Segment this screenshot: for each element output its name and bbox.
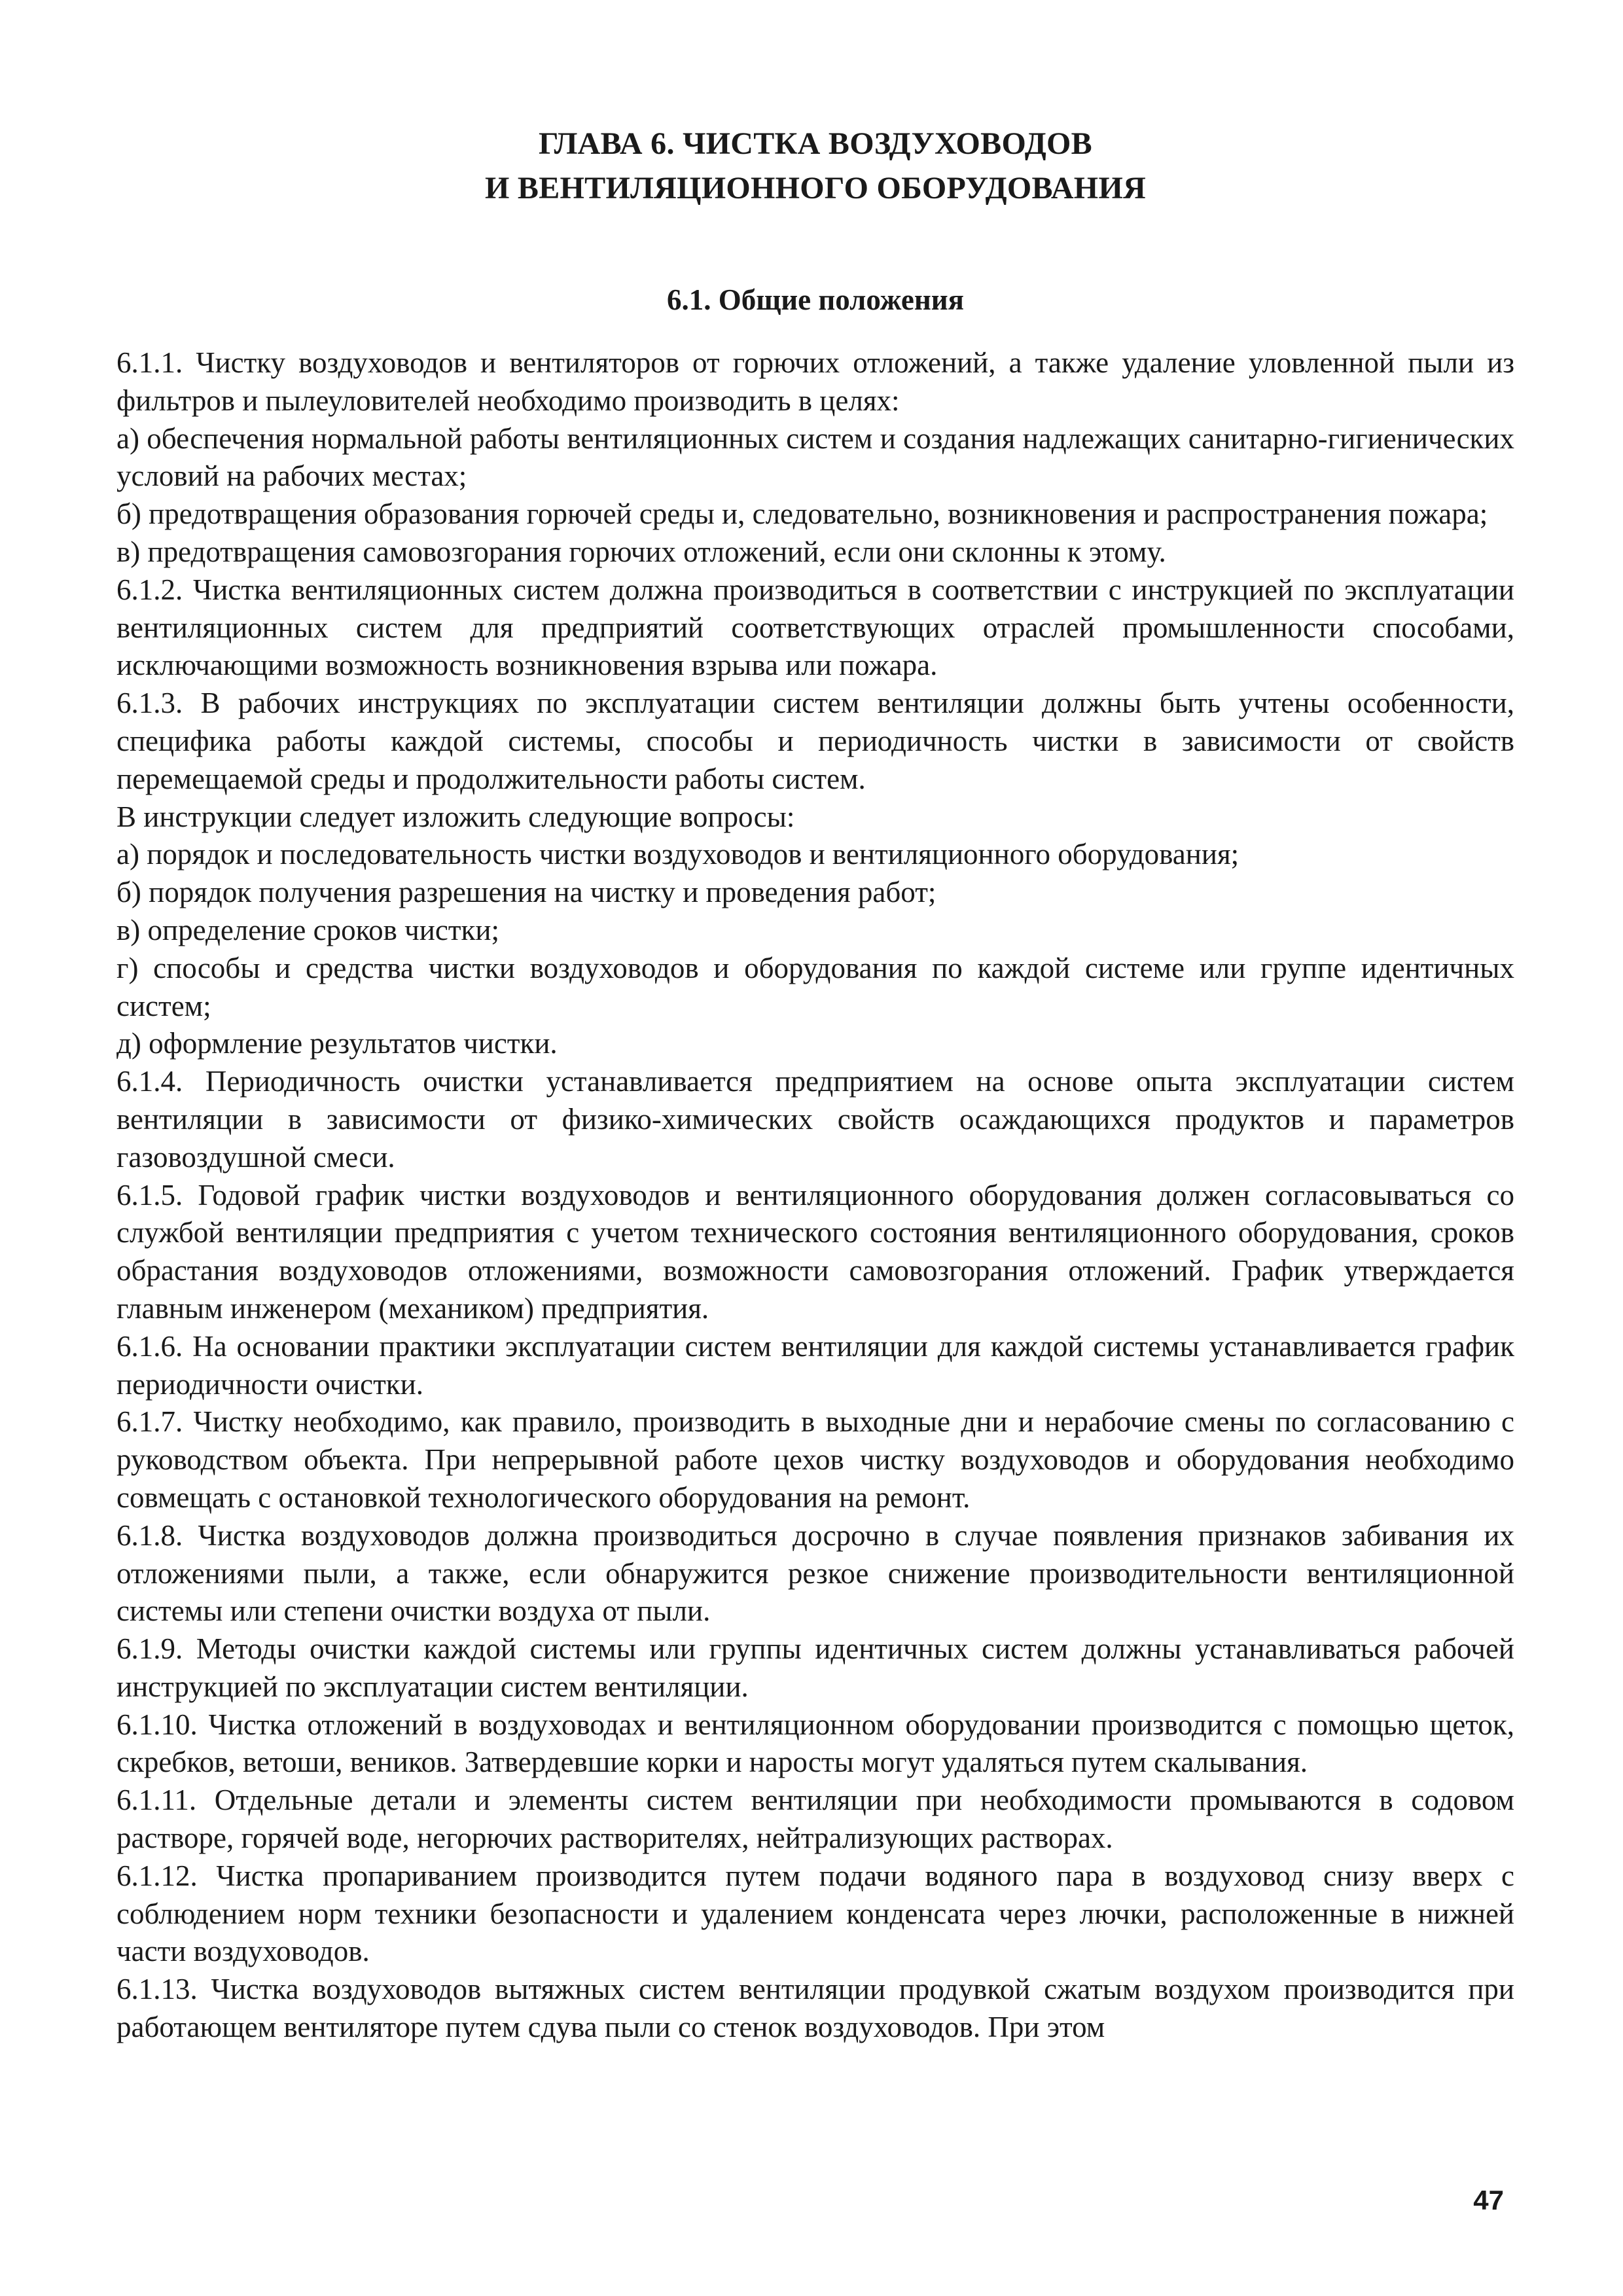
paragraph-instruction-d: д) оформление результатов чистки. — [116, 1027, 558, 1060]
paragraph-6-1-5: 6.1.5. Годовой график чистки воздуховодов и вентиляционного оборудования должен согласовываться со службой вентиляции предприятия с учетом технического состояния вентиляционного оборудования, сроков обрастания воздуховодов отложениями, возможности самовозгорания отложений. График утверждается главным инженером (механиком) предприятия. — [116, 1178, 1514, 1325]
paragraph-6-1-1-b: б) предотвращения образования горючей среды и, следовательно, возникновения и распространения пожара; — [116, 497, 1488, 531]
paragraph-6-1-6: 6.1.6. На основании практики эксплуатации систем вентиляции для каждой системы устанавливается график периодичности очистки. — [116, 1329, 1514, 1401]
paragraph-6-1-8: 6.1.8. Чистка воздуховодов должна производиться досрочно в случае появления признаков забивания их отложениями пыли, а также, если обнаружится резкое снижение производительности вентиляционной системы или степени очистки воздуха от пыли. — [116, 1518, 1514, 1628]
paragraph-instruction-intro: В инструкции следует изложить следующие вопросы: — [116, 800, 795, 833]
paragraph-6-1-1-a: а) обеспечения нормальной работы вентиляционных систем и создания надлежащих санитарно-гигиенических условий на рабочих местах; — [116, 422, 1514, 493]
section-title: 6.1. Общие положения — [666, 283, 965, 316]
chapter-title-line-1: ГЛАВА 6. ЧИСТКА ВОЗДУХОВОДОВ — [539, 126, 1092, 161]
paragraph-6-1-1-v: в) предотвращения самовозгорания горючих отложений, если они склонны к этому. — [116, 535, 1166, 568]
paragraph-instruction-a: а) порядок и последовательность чистки воздуховодов и вентиляционного оборудования; — [116, 838, 1240, 871]
body-text — [116, 344, 1514, 2047]
paragraph-6-1-4: 6.1.4. Периодичность очистки устанавливается предприятием на основе опыта эксплуатации систем вентиляции в зависимости от физико-химических свойств осаждающихся продуктов и параметров газовоздушной смеси. — [116, 1065, 1514, 1174]
paragraph-6-1-9: 6.1.9. Методы очистки каждой системы или группы идентичных систем должны устанавливаться рабочей инструкцией по эксплуатации систем вентиляции. — [116, 1632, 1514, 1703]
paragraph-instruction-g: г) способы и средства чистки воздуховодов и оборудования по каждой системе или группе идентичных систем; — [116, 951, 1514, 1022]
document-page — [116, 117, 1514, 2215]
page-number: 47 — [1473, 2185, 1504, 2215]
chapter-title — [116, 122, 1514, 211]
chapter-title-line-2: И ВЕНТИЛЯЦИОННОГО ОБОРУДОВАНИЯ — [484, 171, 1147, 206]
paragraph-instruction-b: б) порядок получения разрешения на чистку и проведения работ; — [116, 876, 936, 909]
paragraph-6-1-11: 6.1.11. Отдельные детали и элементы систем вентиляции при необходимости промываются в содовом растворе, горячей воде, негорючих растворителях, нейтрализующих растворах. — [116, 1784, 1514, 1855]
paragraph-6-1-13: 6.1.13. Чистка воздуховодов вытяжных систем вентиляции продувкой сжатым воздухом производится при работающем вентиляторе путем сдува пыли со стенок воздуховодов. При этом — [116, 1973, 1514, 2044]
paragraph-6-1-1: 6.1.1. Чистку воздуховодов и вентиляторов от горючих отложений, а также удаление уловленной пыли из фильтров и пылеуловителей необходимо производить в целях: — [116, 346, 1514, 417]
paragraph-instruction-v: в) определение сроков чистки; — [116, 913, 499, 946]
paragraph-6-1-10: 6.1.10. Чистка отложений в воздуховодах и вентиляционном оборудовании производится с помощью щеток, скребков, ветоши, веников. Затвердевшие корки и наросты могут удаляться путем скалывания. — [116, 1708, 1514, 1779]
paragraph-6-1-7: 6.1.7. Чистку необходимо, как правило, производить в выходные дни и нерабочие смены по согласованию с руководством объекта. При непрерывной работе цехов чистку воздуховодов и оборудования необходимо совмещать с остановкой технологического оборудования на ремонт. — [116, 1405, 1514, 1514]
paragraph-6-1-12: 6.1.12. Чистка пропариванием производится путем подачи водяного пара в воздуховод снизу вверх с соблюдением норм техники безопасности и удалением конденсата через лючки, расположенные в нижней части воздуховодов. — [116, 1859, 1514, 1968]
paragraph-6-1-2: 6.1.2. Чистка вентиляционных систем должна производиться в соответствии с инструкцией по эксплуатации вентиляционных систем для предприятий соответствующих отраслей промышленности способами, исключающими возможность возникновения взрыва или пожара. — [116, 573, 1514, 682]
paragraph-6-1-3: 6.1.3. В рабочих инструкциях по эксплуатации систем вентиляции должны быть учтены особенности, специфика работы каждой системы, способы и периодичность чистки в зависимости от свойств перемещаемой среды и продолжительности работы систем. — [116, 687, 1514, 795]
